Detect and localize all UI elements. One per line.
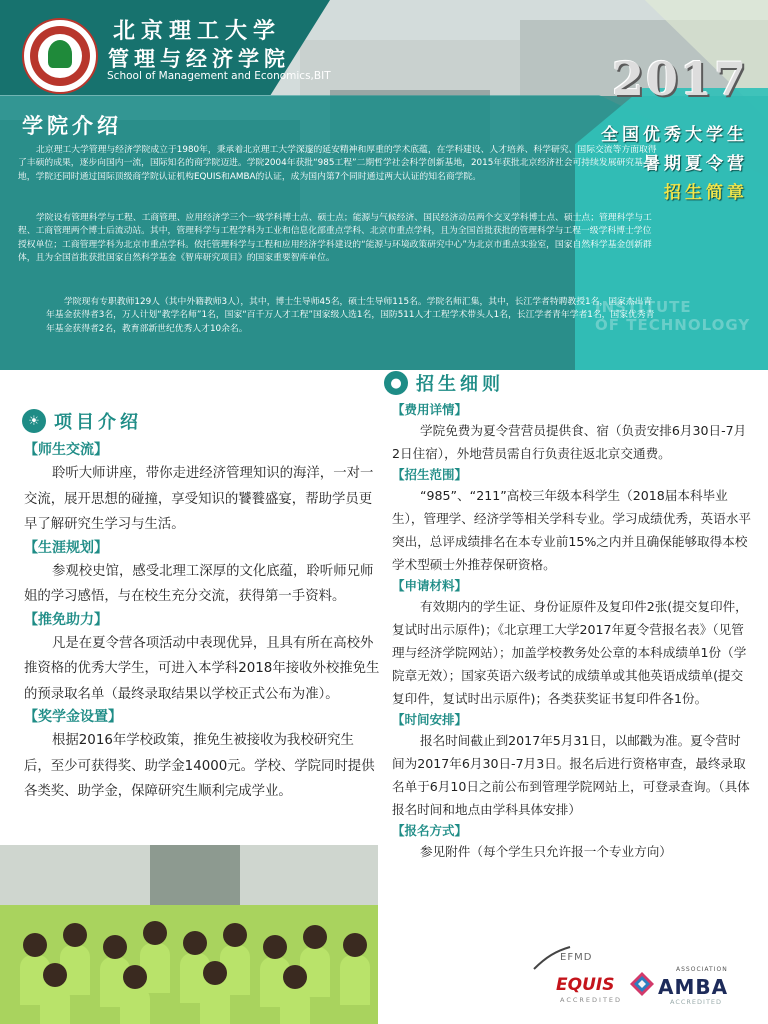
- recruit-text: 有效期内的学生证、身份证原件及复印件2张(提交复印件，复试时出示原件)；《北京理工大学2017年夏令营报名表》（见管理与经济学院网站）；加盖学校教务处公章的本科成绩单1份（学院章无效）；国家英语六级考试的成绩单或其他英语成绩单(提交复印件，复试时出示原件)；各类获奖证书复印件各1份。: [392, 599, 748, 706]
- project-list: [24, 440, 380, 805]
- project-tag: 【师生交流】: [24, 442, 108, 458]
- intro-paragraph-2: 学院设有管理科学与工程、工商管理、应用经济学三个一级学科博士点、硕士点；能源与气候经济、国民经济动员两个交叉学科博士点、硕士点；管理科学与工程、工商管理两个博士后流动站。其中，管理科学与工程学科为工业和信息化部重点学科、北京市重点学科，且为全国首批获批的管理科学与工程一级学科博士学位授权单位；工商管理学科为北京市重点学科。依托管理科学与工程和应用经济学科建设的“能源与环境政策研究中心”为北京市重点实验室，国家自然科学基金创新群体，且为全国首批获批国家自然科学基金《智库研究项目》的国家重要智库单位。: [18, 213, 652, 263]
- recruit-tag: 【申请材料】: [392, 578, 468, 593]
- person-icon: ●: [384, 371, 408, 395]
- campaign-line-2: 暑期夏令营: [643, 154, 748, 174]
- project-item: [24, 440, 380, 538]
- recruit-text: 学院免费为夏令营营员提供食、宿（负责安排6月30日-7月2日住宿），外地营员需自行负责往返北京交通费。: [392, 423, 747, 461]
- amba-accredited-label: ACCREDITED: [670, 998, 723, 1006]
- efmd-label: EFMD: [560, 952, 593, 963]
- recruit-tag: 【报名方式】: [392, 823, 468, 838]
- recruit-item: [392, 400, 752, 465]
- intro-title: 学院介绍: [22, 113, 122, 138]
- equis-accredited-label: ACCREDITED: [560, 996, 623, 1004]
- project-section-header: [22, 408, 142, 434]
- project-tag: 【生涯规划】: [24, 539, 108, 556]
- recruit-tag: 【费用详情】: [392, 402, 468, 417]
- project-text: 凡是在夏令营各项活动中表现优异，且具有所在高校外推资格的优秀大学生，可进入本学科2018年接收外校推免生的预录取名单（最终录取结果以学校正式公布为准）。: [24, 635, 380, 702]
- lightbulb-icon: ☀: [22, 409, 46, 433]
- amba-association-label: ASSOCIATION: [676, 966, 728, 973]
- school-name-cn: 北京理工大学: [113, 18, 282, 44]
- group-photo: [0, 845, 378, 1024]
- project-item: [24, 610, 380, 708]
- campaign-line-3: 招生简章: [664, 183, 748, 203]
- campaign-line-1: 全国优秀大学生: [601, 125, 748, 145]
- project-text: 聆听大师讲座，带你走进经济管理知识的海洋，一对一交流，展开思想的碰撞，享受知识的饕餮盛宴，帮助学员更早了解研究生学习与生活。: [24, 466, 374, 532]
- school-name-en: School of Management and Economics,BIT: [107, 70, 331, 82]
- amba-diamond-icon: [628, 970, 656, 998]
- project-text: 参观校史馆，感受北理工深厚的文化底蕴，聆听师兄师姐的学习感悟，与在校生充分交流，获得第一手资料。: [24, 563, 374, 604]
- recruit-text: 报名时间截止到2017年5月31日，以邮戳为准。夏令营时间为2017年6月30日-7月3日。报名后进行资格审查，最终录取名单于6月10日之前公布到管理学院网站上，可登录查询。（具体报名时间和地点由学科具体安排）: [392, 733, 750, 817]
- recruit-item: [392, 821, 752, 863]
- intro-paragraph-1: 北京理工大学管理与经济学院成立于1980年，秉承着北京理工大学深邃的延安精神和厚重的学术底蕴，在学科建设、人才培养、科学研究、国际交流等方面取得了丰硕的成果，逐步向国内一流，国际知名的商学院迈进。学院2004年获批“985工程”二期哲学社会科学创新基地，2015年获批北京经济社会可持续发展研究基地，学院还同时通过国际顶级商学院认证机构EQUIS和AMBA的认证，成为国内第7个同时通过两大认证的知名商学院。: [18, 145, 657, 182]
- project-item: [24, 538, 380, 610]
- amba-logo: AMBA: [658, 975, 729, 999]
- recruit-section-header: [384, 370, 504, 396]
- recruit-tag: 【招生范围】: [392, 467, 468, 482]
- recruit-item: [392, 710, 752, 821]
- recruit-list: [392, 400, 752, 863]
- recruit-tag: 【时间安排】: [392, 712, 468, 727]
- department-name-cn: 管理与经济学院: [108, 46, 290, 71]
- recruit-item: [392, 576, 752, 710]
- project-tag: 【推免助力】: [24, 611, 108, 628]
- project-item: [24, 707, 380, 805]
- recruit-title: 招生细则: [416, 374, 504, 395]
- project-tag: 【奖学金设置】: [24, 709, 122, 725]
- intro-paragraph-3: 学院现有专职教师129人（其中外籍教师3人），其中，博士生导师45名，硕士生导师115名。学院名师汇集，其中，长江学者特聘教授1名，国家杰出青年基金获得者3名，万人计划“教学名师”1名，国家“百千万人才工程”国家级人选1名，国防511人才工程学术带头人1名，长江学者青年学者1名，国家优秀青年基金获得者2名，教育部新世纪优秀人才10余名。: [46, 297, 655, 334]
- recruit-text: 参见附件（每个学生只允许报一个专业方向）: [420, 844, 672, 859]
- recruit-text: “985”、“211”高校三年级本科学生（2018届本科毕业生），管理学、经济学等相关学科专业。学习成绩优秀，英语水平突出，总评成绩排名在本专业前15%之内并且确保能够取得本校学术型硕士外推荐保研资格。: [392, 488, 751, 572]
- university-logo: [22, 18, 98, 94]
- project-text: 根据2016年学校政策，推免生被接收为我校研究生后，至少可获得奖、助学金14000元。学校、学院同时提供各类奖、助学金，保障研究生顺利完成学业。: [24, 733, 375, 799]
- recruit-item: [392, 465, 752, 576]
- equis-logo: EQUIS: [556, 975, 615, 995]
- institute-watermark: INSTITUTE OF TECHNOLOGY: [595, 298, 751, 334]
- project-title: 项目介绍: [54, 412, 142, 433]
- campaign-year: 2017: [612, 52, 749, 106]
